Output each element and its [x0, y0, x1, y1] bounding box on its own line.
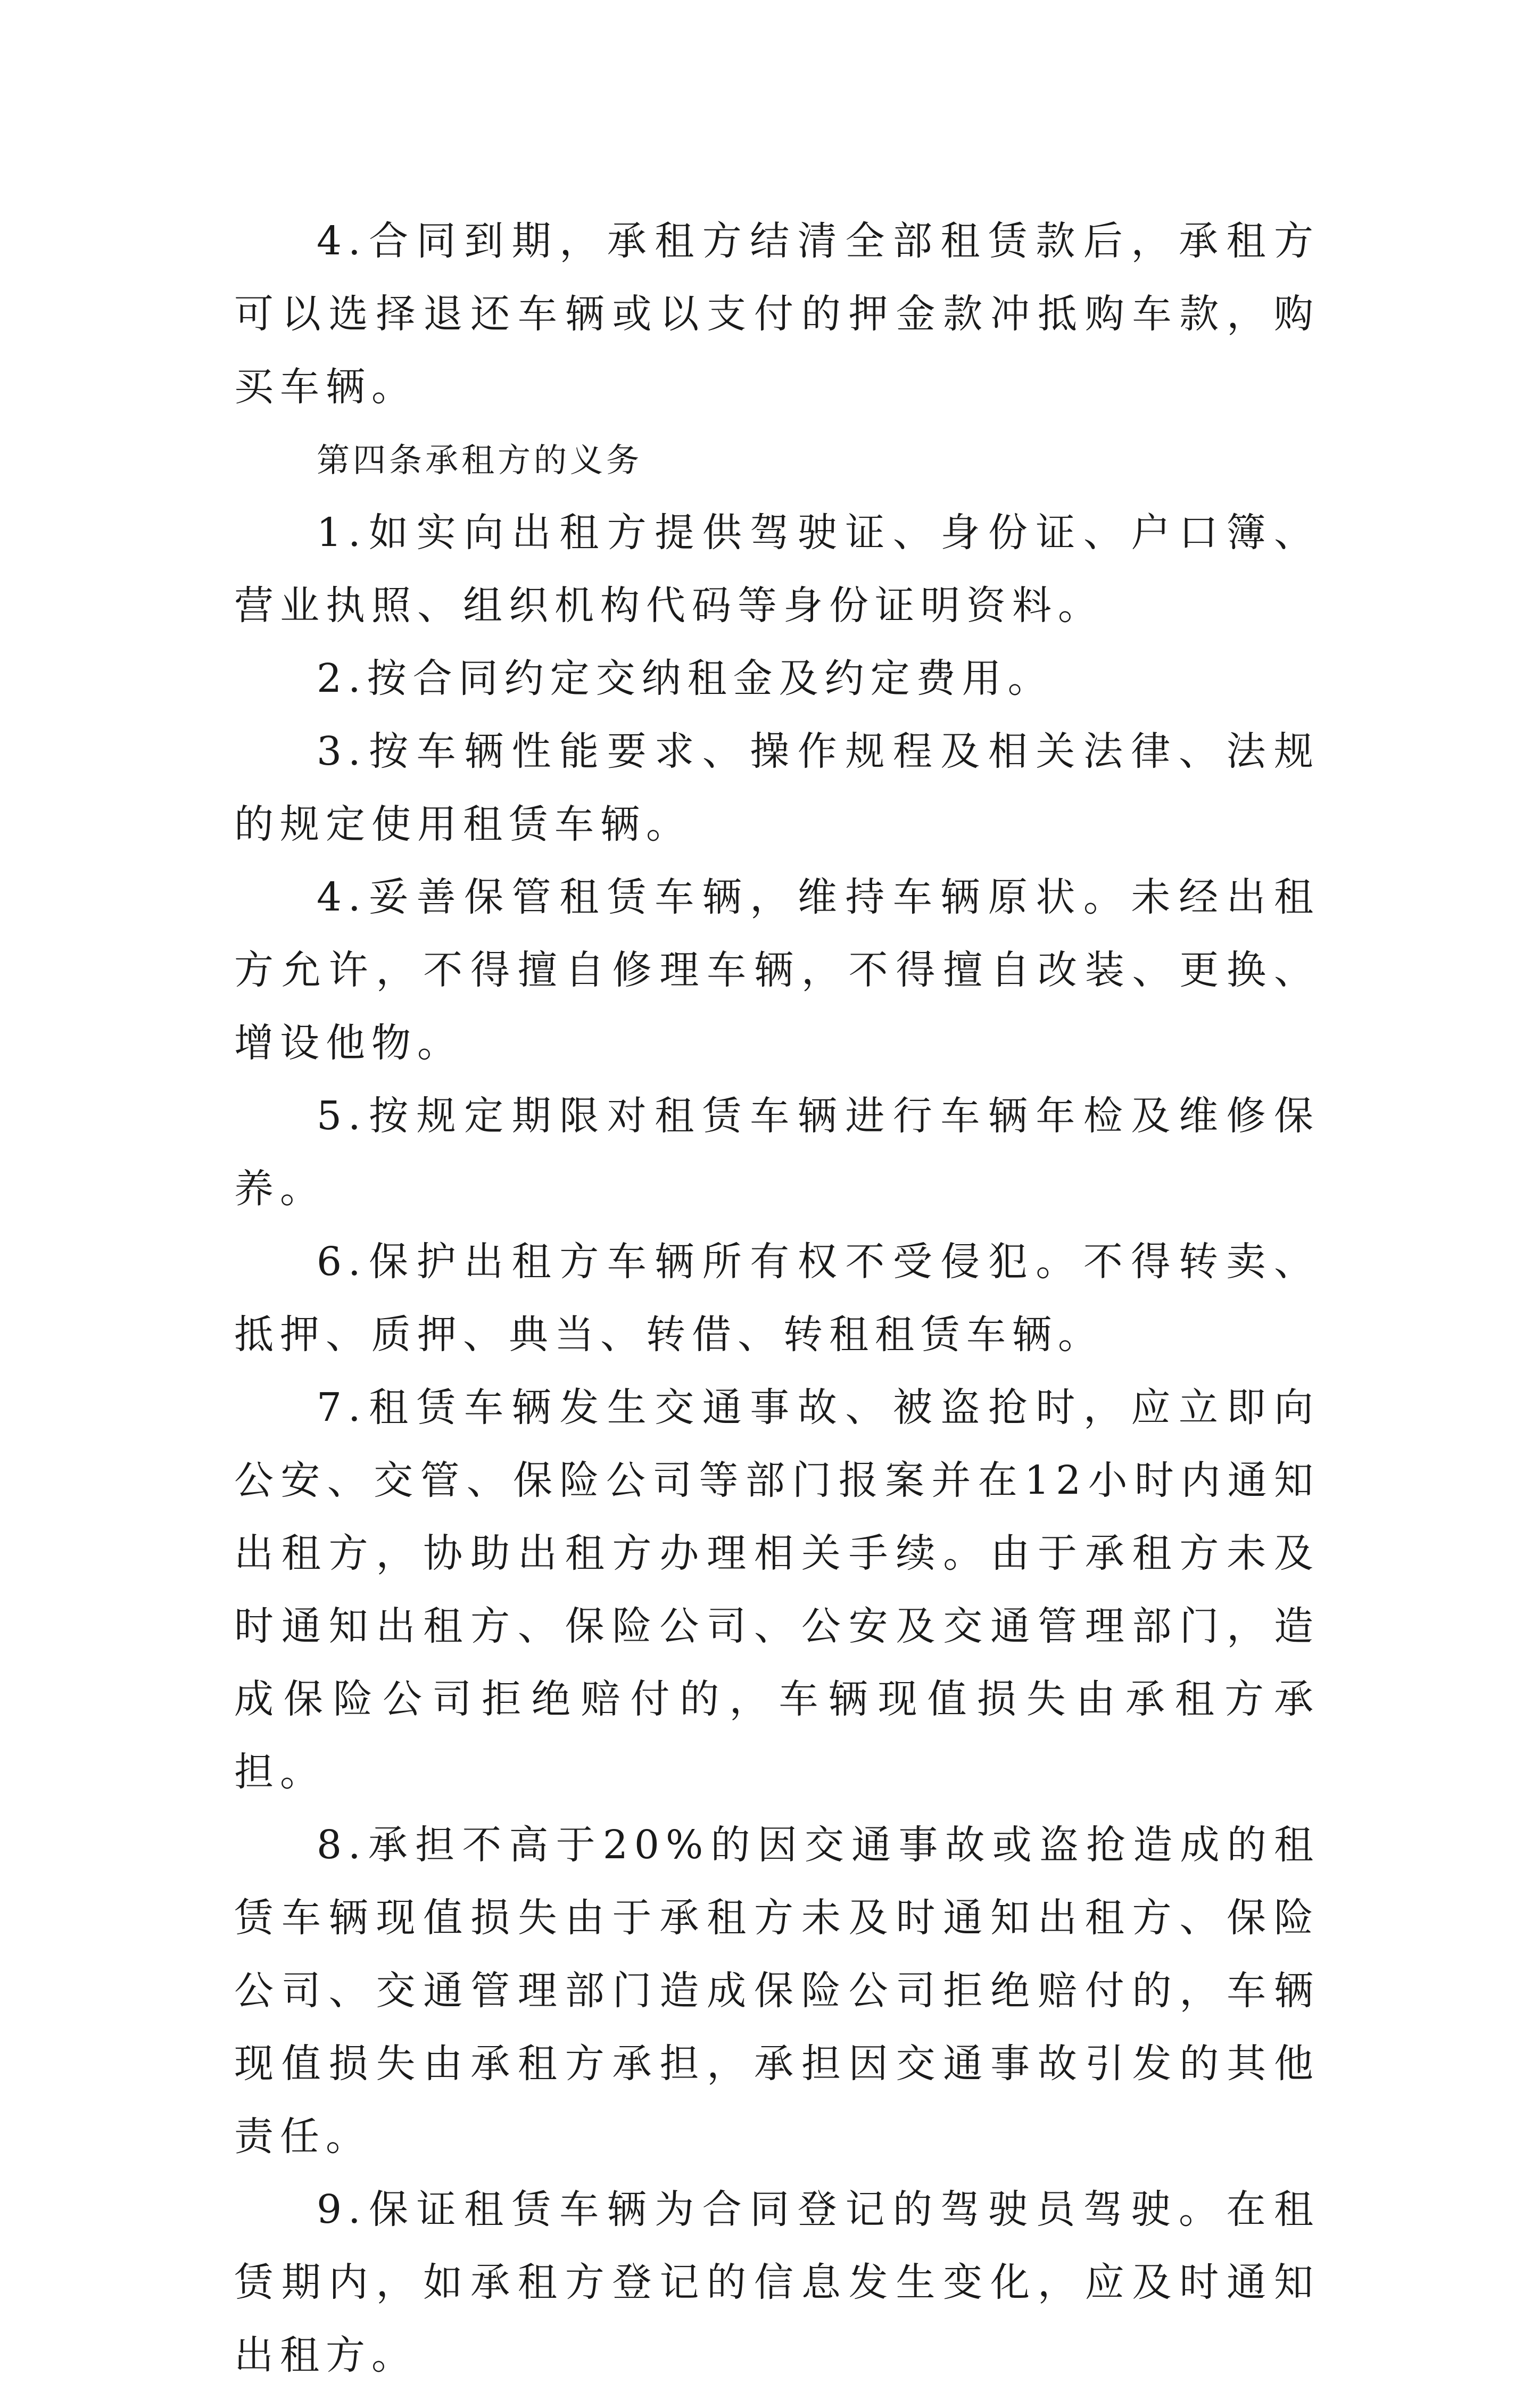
paragraph-item-6: 6.保护出租方车辆所有权不受侵犯。不得转卖、抵押、质押、典当、转借、转租租赁车辆。 — [234, 1239, 1320, 1358]
paragraph-item-8: 8.承担不高于20%的因交通事故或盗抢造成的租赁车辆现值损失由于承租方未及时通知出租方、保险公司、交通管理部门造成保险公司拒绝赔付的，车辆现值损失由承租方承担，承担因交通事故引发的其他责任。 — [234, 1822, 1320, 2159]
paragraph-clause-3-item-4: 4.合同到期，承租方结清全部租赁款后，承租方可以选择退还车辆或以支付的押金款冲抵购车款，购买车辆。 — [234, 218, 1320, 410]
paragraph-item-4: 4.妥善保管租赁车辆，维持车辆原状。未经出租方允许，不得擅自修理车辆，不得擅自改装、更换、增设他物。 — [234, 874, 1320, 1066]
paragraph-item-1: 1.如实向出租方提供驾驶证、身份证、户口簿、营业执照、组织机构代码等身份证明资料。 — [234, 510, 1320, 628]
paragraph-item-9: 9.保证租赁车辆为合同登记的驾驶员驾驶。在租赁期内，如承租方登记的信息发生变化，应及时通知出租方。 — [234, 2187, 1320, 2378]
paragraph-item-3: 3.按车辆性能要求、操作规程及相关法律、法规的规定使用租赁车辆。 — [234, 729, 1320, 847]
paragraph-item-2: 2.按合同约定交纳租金及约定费用。 — [317, 656, 1054, 701]
paragraph-item-7: 7.租赁车辆发生交通事故、被盗抢时，应立即向公安、交管、保险公司等部门报案并在12小时内通知出租方，协助出租方办理相关手续。由于承租方未及时通知出租方、保险公司、公安及交通管理部门，造成保险公司拒绝赔付的，车辆现值损失由承租方承担。 — [234, 1385, 1320, 1795]
paragraph-item-5: 5.按规定期限对租赁车辆进行车辆年检及维修保养。 — [234, 1093, 1320, 1212]
section-heading-article-4: 第四条承租方的义务 — [317, 441, 643, 479]
document-body — [234, 205, 1320, 2392]
